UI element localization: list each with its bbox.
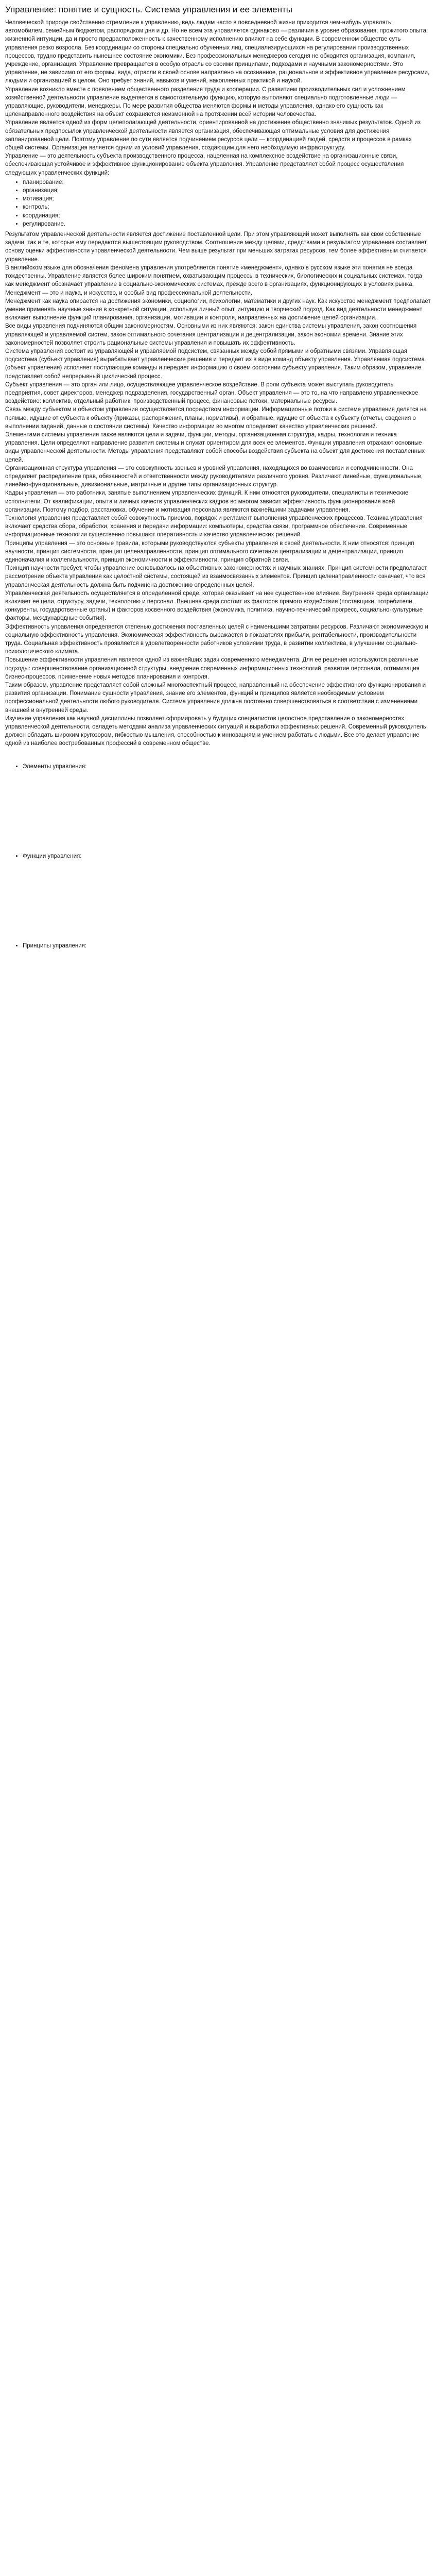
paragraph: Управленческая деятельность осуществляется в определенной среде, которая оказывает на нее существенное влияние. Внутренняя среда организации включает ее цели, структуру, задачи, технологию и персонал. Внешняя среда состоит из факторов прямого воздействия (поставщики, потребители, конкуренты, государственные органы) и факторов косвенного воздействия (экономика, политика, научно-технический прогресс, социально-культурные факторы, международные события). [5, 590, 429, 622]
paragraph: Управление возникло вместе с появлением общественного разделения труда и кооперации. С развитием производительных сил и усложнением хозяйственной деятельности управление выделяется в самостоятельную функцию, которую выполняют специально подготовленные люди — управляющие, руководители, менеджеры. По мере развития общества меняются формы и методы управления, однако его сущность как целенаправленного воздействия на объект сохраняется неизменной на протяжении всей истории человечества. [5, 86, 406, 118]
paragraph: Все виды управления подчиняются общим закономерностям. Основными из них являются: закон единства системы управления, закон соотношения управляющей и управляемой систем, закон оптимального сочетания централизации и децентрализации, закон экономии времени. Знание этих закономерностей позволяет строить рациональные системы управления и повышать их эффективность. [5, 323, 417, 346]
list-item: • регулирование. [23, 220, 431, 228]
outline-item-functions: • Функции управления: [23, 852, 431, 860]
paragraph: Элементами системы управления также являются цели и задачи, функции, методы, организационная структура, кадры, технология и техника управления. Цели определяют направление развития системы и служат ориентиром для всех ее элементов. Функции управления отражают основные виды управленческой деятельности. Методы управления представляют собой способы воздействия субъекта на объект для достижения поставленных целей. [5, 431, 425, 463]
outline-item-principles: • Принципы управления: [23, 942, 431, 950]
list-item: • координация; [23, 212, 431, 220]
paragraph: Изучение управления как научной дисциплины позволяет сформировать у будущих специалистов целостное представление о закономерностях управленческой деятельности, овладеть методами анализа управленческих ситуаций и выработки эффективных решений. Современный руководитель должен обладать широким кругозором, гибкостью мышления, способностью к инновациям и умением работать с людьми. Все это делает управление одной из наиболее востребованных профессий в современном обществе. [5, 715, 426, 747]
paragraph: Таким образом, управление представляет собой сложный многоаспектный процесс, направленный на обеспечение эффективного функционирования и развития организации. Понимание сущности управления, знание его элементов, функций и принципов является необходимым условием профессиональной деятельности любого руководителя. Система управления должна постоянно совершенствоваться в соответствии с изменениями внешней и внутренней среды. [5, 682, 426, 714]
paragraph: Принцип научности требует, чтобы управление основывалось на объективных закономерностях и научных знаниях. Принцип системности предполагает рассмотрение объекта управления как целостной системы, состоящей из взаимосвязанных элементов. Принцип целенаправленности означает, что вся управленческая деятельность должна быть подчинена достижению определенных целей. [5, 565, 427, 588]
outline-list-elements [5, 762, 431, 771]
list-item: • планирование; [23, 178, 431, 187]
paragraph: Технология управления представляет собой совокупность приемов, порядок и регламент выполнения управленческих процессов. Техника управления включает средства сбора, обработки, хранения и передачи информации: компьютеры, средства связи, программное обеспечение. Современные информационные технологии существенно повышают оперативность и качество управленческих решений. [5, 515, 423, 538]
paragraph: Человеческой природе свойственно стремление к управлению, ведь людям часто в повседневной жизни приходится чем-нибудь управлять: автомобилем, семейным бюджетом, распорядком дня и др. Но не всем эта управляется одинаково — различия в уровне образования, прожитого опыта, жизненной интуиции, да и просто предрасположенность к качественному исполнению влияют на себе функции. В современном обществе суть управления резко возросла. Без координации со стороны специально обученных лиц, специализирующихся на регулировании производственных процессов, трудно представить нынешнее состояние экономики. Без профессиональных менеджеров сегодня не обходится организация, компания, учреждение, организация. Управление превращается в особую отрасль со своими принципами, подходами и научными закономерностями. Это управление, не зависимо от его формы, вида, отрасли в своей основе направлено на осознанное, рациональное и эффективное управление ресурсами, людьми и организацией в целом. Оно требует знаний, навыков и умений, накопленных практикой и наукой. [5, 20, 430, 84]
article-body [5, 19, 431, 748]
paragraph: Организационная структура управления — это совокупность звеньев и уровней управления, находящихся во взаимосвязи и соподчиненности. Она определяет распределение прав, обязанностей и ответственности между руководителями различного уровня. Различают линейные, функциональные, линейно-функциональные, дивизиональные, матричные и другие типы организационных структур. [5, 465, 423, 488]
paragraph: В английском языке для обозначения феномена управления употребляется понятие «менеджмент», однако в русском языке эти понятия не всегда тождественны. Управление является более широким понятием, охватывающим процессы в технических, биологических и социальных системах, тогда как менеджмент обозначает управление в социально-экономических системах, прежде всего в организациях, функционирующих в условиях рынка. Менеджмент — это и наука, и искусство, и особый вид профессиональной деятельности. [5, 264, 423, 296]
paragraph: Связь между субъектом и объектом управления осуществляется посредством информации. Информационные потоки в системе управления делятся на прямые, идущие от субъекта к объекту (приказы, распоряжения, планы, нормативы), и обратные, идущие от объекта к субъекту (отчеты, сведения о выполнении заданий, данные о состоянии системы). Качество информации во многом определяет качество управленческих решений. [5, 406, 427, 430]
paragraph: Результатом управленческой деятельности является достижение поставленной цели. При этом управляющий может выполнять как свои собственные задачи, так и те, которые ему передаются вышестоящим руководством. Соотношение между целями, средствами и результатом управления составляет основу оценки эффективности управленческой деятельности. Чем выше результат при меньших затратах ресурсов, тем более эффективным считается управление. [5, 231, 427, 263]
paragraph: Кадры управления — это работники, занятые выполнением управленческих функций. К ним относятся руководители, специалисты и технические исполнители. От квалификации, опыта и личных качеств управленческих кадров во многом зависит эффективность функционирования всей организации. Поэтому подбор, расстановка, обучение и мотивация персонала являются важнейшими задачами управления. [5, 490, 409, 513]
spacer [5, 860, 431, 942]
paragraph: Управление является одной из форм целеполагающей деятельности, ориентированной на достижение общественно значимых результатов. Одной из обязательных предпосылок управленческой деятельности является организация, обеспечивающая оптимальные условия для достижения запланированной цели. Поэтому управление по сути является подчинением ресурсов цели — координацией людей, средств и процессов в рамках общей системы. Организация является одним из условий управления, создающим для него необходимую инфраструктуру. [5, 120, 421, 151]
document-page [0, 0, 436, 950]
paragraph: Управление — это деятельность субъекта производственного процесса, нацеленная на комплексное воздействие на организационные связи, обеспечивающая устойчивое и эффективное функционирование объекта управления. Управление представляет собой процесс осуществления следующих управленческих функций: [5, 153, 404, 176]
paragraph: Эффективность управления определяется степенью достижения поставленных целей с наименьшими затратами ресурсов. Различают экономическую и социальную эффективность управления. Экономическая эффективность выражается в показателях прибыли, рентабельности, производительности труда. Социальная эффективность проявляется в удовлетворенности работников условиями труда, в развитии коллектива, в улучшении социально-психологического климата. [5, 623, 428, 655]
functions-list [5, 178, 431, 228]
list-item: • мотивация; [23, 195, 431, 203]
outline-list-principles [5, 942, 431, 950]
list-item: • контроль; [23, 203, 431, 211]
page-title: Управление: понятие и сущность. Система управления и ее элементы [5, 5, 292, 14]
outline-list-functions [5, 852, 431, 860]
paragraph: Субъект управления — это орган или лицо, осуществляющее управленческое воздействие. В роли субъекта может выступать руководитель предприятия, совет директоров, менеджер подразделения, государственный орган. Объект управления — это то, на что направлено управленческое воздействие: коллектив, отдельный работник, производственный процесс, финансовые потоки, материальные ресурсы. [5, 381, 418, 405]
paragraph: Менеджмент как наука опирается на достижения экономики, социологии, психологии, математики и других наук. Как искусство менеджмент предполагает умение применять научные знания в конкретной ситуации, используя личный опыт, интуицию и творческий подход. Как вид деятельности менеджмент включает выполнение функций планирования, организации, мотивации и контроля, направленных на достижение целей организации. [5, 298, 431, 321]
paragraph: Принципы управления — это основные правила, которыми руководствуются субъекты управления в своей деятельности. К ним относятся: принцип научности, принцип системности, принцип целенаправленности, принцип оптимального сочетания централизации и децентрализации, принцип единоначалия и коллегиальности, принцип экономичности и эффективности, принцип обратной связи. [5, 540, 414, 563]
list-item: • организация; [23, 187, 431, 195]
spacer [5, 771, 431, 852]
outline-section [5, 762, 431, 950]
paragraph: Повышение эффективности управления является одной из важнейших задач современного менеджмента. Для ее решения используются различные подходы: совершенствование организационной структуры, внедрение современных информационных технологий, развитие персонала, оптимизация бизнес-процессов, применение новых методов планирования и контроля. [5, 657, 420, 680]
outline-item-elements: • Элементы управления: [23, 762, 431, 771]
paragraph: Система управления состоит из управляющей и управляемой подсистем, связанных между собой прямыми и обратными связями. Управляющая подсистема (субъект управления) вырабатывает управленческие решения и передает их в виде команд объекту управления. Управляемая подсистема (объект управления) исполняет поступающие команды и передает информацию о своем состоянии субъекту управления. Таким образом, управление представляет собой непрерывный циклический процесс. [5, 348, 425, 380]
